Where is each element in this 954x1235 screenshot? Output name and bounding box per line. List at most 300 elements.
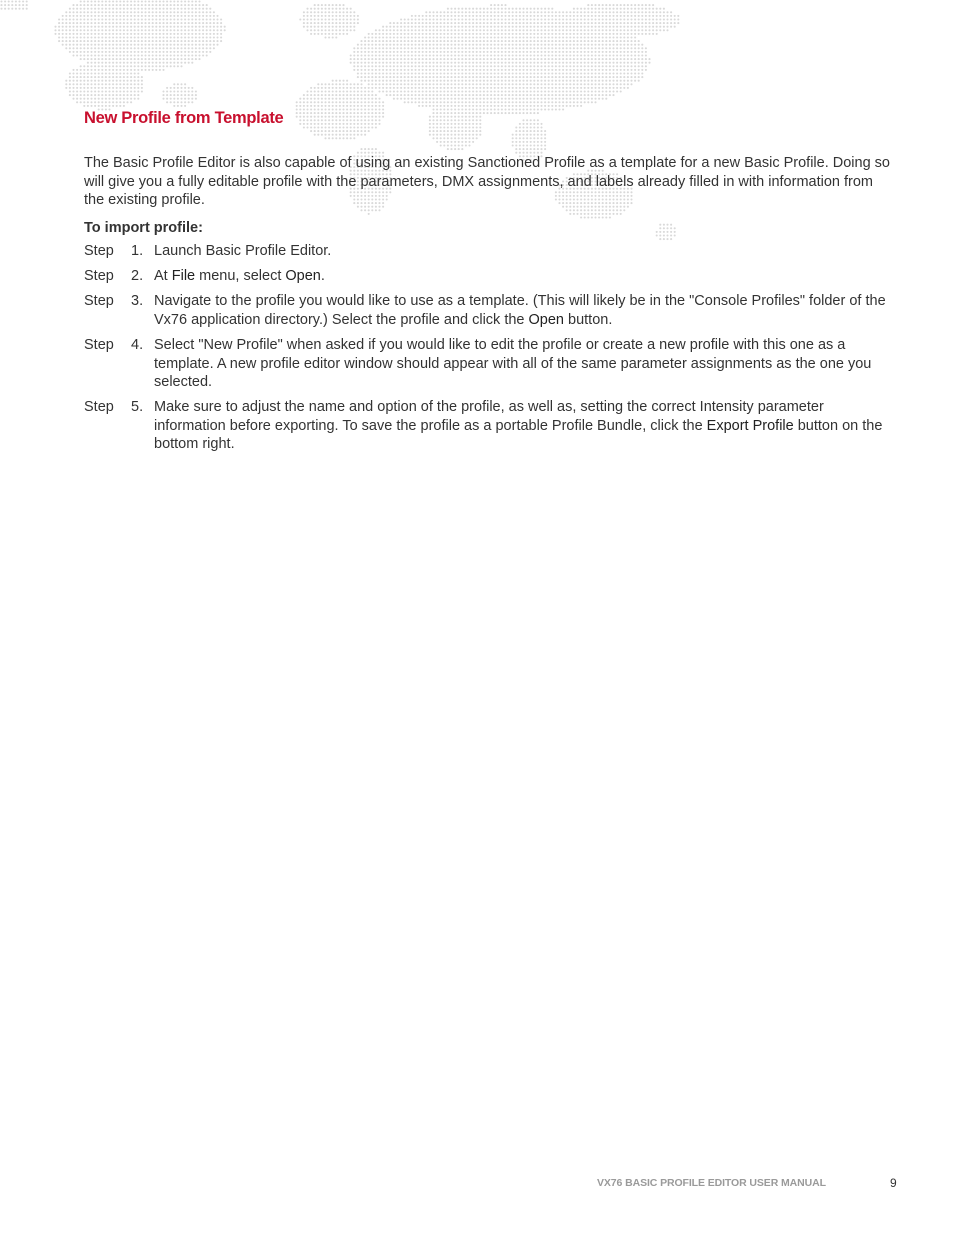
map-dot	[364, 94, 366, 96]
map-dot	[548, 98, 550, 100]
map-dot	[476, 72, 478, 74]
map-dot	[396, 47, 398, 49]
map-dot	[526, 29, 528, 31]
map-dot	[461, 29, 463, 31]
map-dot	[130, 94, 132, 96]
map-dot	[429, 94, 431, 96]
map-dot	[476, 62, 478, 64]
map-dot	[202, 47, 204, 49]
map-dot	[422, 83, 424, 85]
map-dot	[620, 44, 622, 46]
map-dot	[166, 65, 168, 67]
map-dot	[371, 54, 373, 56]
map-dot	[202, 54, 204, 56]
map-dot	[576, 51, 578, 53]
map-dot	[90, 54, 92, 56]
map-dot	[634, 36, 636, 38]
map-dot	[440, 94, 442, 96]
map-dot	[123, 69, 125, 71]
map-dot	[94, 94, 96, 96]
map-dot	[411, 15, 413, 17]
map-dot	[468, 26, 470, 28]
map-dot	[537, 87, 539, 89]
map-dot	[627, 44, 629, 46]
map-dot	[486, 90, 488, 92]
map-dot	[206, 26, 208, 28]
map-dot	[198, 44, 200, 46]
map-dot	[422, 76, 424, 78]
map-dot	[468, 36, 470, 38]
map-dot	[418, 80, 420, 82]
map-dot	[144, 4, 146, 6]
map-dot	[443, 90, 445, 92]
map-dot	[166, 26, 168, 28]
map-dot	[119, 4, 121, 6]
map-dot	[98, 69, 100, 71]
map-dot	[137, 40, 139, 42]
map-dot	[440, 69, 442, 71]
map-dot	[98, 29, 100, 31]
map-dot	[458, 29, 460, 31]
map-dot	[425, 40, 427, 42]
map-dot	[321, 15, 323, 17]
map-dot	[173, 83, 175, 85]
map-dot	[83, 83, 85, 85]
map-dot	[141, 26, 143, 28]
map-dot	[76, 80, 78, 82]
map-dot	[101, 87, 103, 89]
map-dot	[461, 87, 463, 89]
map-dot	[188, 0, 190, 2]
map-dot	[569, 83, 571, 85]
map-dot	[371, 87, 373, 89]
map-dot	[537, 8, 539, 10]
map-dot	[458, 18, 460, 20]
map-dot	[332, 15, 334, 17]
map-dot	[116, 18, 118, 20]
map-dot	[375, 76, 377, 78]
map-dot	[213, 18, 215, 20]
map-dot	[666, 11, 668, 13]
map-dot	[112, 65, 114, 67]
map-dot	[616, 22, 618, 24]
map-dot	[130, 15, 132, 17]
map-dot	[458, 51, 460, 53]
map-dot	[65, 33, 67, 35]
map-dot	[530, 47, 532, 49]
map-dot	[447, 47, 449, 49]
map-dot	[501, 26, 503, 28]
map-dot	[404, 26, 406, 28]
map-dot	[123, 101, 125, 103]
map-dot	[627, 62, 629, 64]
map-dot	[425, 80, 427, 82]
map-dot	[350, 98, 352, 100]
map-dot	[508, 40, 510, 42]
map-dot	[530, 22, 532, 24]
map-dot	[166, 22, 168, 24]
map-dot	[645, 51, 647, 53]
map-dot	[418, 72, 420, 74]
map-dot	[630, 76, 632, 78]
map-dot	[83, 87, 85, 89]
map-dot	[551, 44, 553, 46]
map-dot	[472, 11, 474, 13]
map-dot	[555, 22, 557, 24]
map-dot	[389, 58, 391, 60]
map-dot	[116, 44, 118, 46]
map-dot	[602, 58, 604, 60]
map-dot	[602, 15, 604, 17]
map-dot	[623, 62, 625, 64]
map-dot	[108, 29, 110, 31]
map-dot	[314, 15, 316, 17]
map-dot	[540, 11, 542, 13]
map-dot	[587, 54, 589, 56]
map-dot	[533, 36, 535, 38]
map-dot	[188, 44, 190, 46]
map-dot	[616, 62, 618, 64]
map-dot	[526, 22, 528, 24]
map-dot	[198, 29, 200, 31]
map-dot	[80, 15, 82, 17]
map-dot	[508, 29, 510, 31]
map-dot	[386, 80, 388, 82]
map-dot	[342, 26, 344, 28]
map-dot	[526, 47, 528, 49]
map-dot	[454, 36, 456, 38]
map-dot	[90, 90, 92, 92]
map-dot	[461, 40, 463, 42]
map-dot	[393, 47, 395, 49]
map-dot	[580, 65, 582, 67]
map-dot	[551, 101, 553, 103]
map-dot	[450, 47, 452, 49]
map-dot	[490, 47, 492, 49]
map-dot	[548, 54, 550, 56]
map-dot	[486, 11, 488, 13]
map-dot	[584, 8, 586, 10]
map-dot	[130, 72, 132, 74]
map-dot	[346, 8, 348, 10]
map-dot	[69, 87, 71, 89]
map-dot	[76, 54, 78, 56]
map-dot	[141, 44, 143, 46]
map-dot	[65, 44, 67, 46]
map-dot	[94, 4, 96, 6]
map-dot	[418, 83, 420, 85]
map-dot	[108, 18, 110, 20]
map-dot	[144, 33, 146, 35]
map-dot	[504, 8, 506, 10]
map-dot	[371, 40, 373, 42]
map-dot	[94, 54, 96, 56]
map-dot	[108, 33, 110, 35]
map-dot	[404, 76, 406, 78]
map-dot	[195, 58, 197, 60]
map-dot	[566, 33, 568, 35]
map-dot	[155, 26, 157, 28]
map-dot	[310, 11, 312, 13]
map-dot	[627, 22, 629, 24]
map-dot	[184, 8, 186, 10]
map-dot	[105, 4, 107, 6]
map-dot	[148, 62, 150, 64]
map-dot	[389, 72, 391, 74]
map-dot	[566, 87, 568, 89]
map-dot	[591, 62, 593, 64]
map-dot	[166, 44, 168, 46]
map-dot	[555, 80, 557, 82]
map-dot	[562, 101, 564, 103]
map-dot	[555, 72, 557, 74]
map-dot	[641, 47, 643, 49]
map-dot	[386, 36, 388, 38]
map-dot	[162, 90, 164, 92]
map-dot	[393, 54, 395, 56]
map-dot	[558, 36, 560, 38]
map-dot	[83, 44, 85, 46]
map-dot	[638, 65, 640, 67]
map-dot	[386, 69, 388, 71]
map-dot	[400, 58, 402, 60]
map-dot	[598, 29, 600, 31]
map-dot	[339, 18, 341, 20]
map-dot	[69, 94, 71, 96]
map-dot	[357, 76, 359, 78]
map-dot	[353, 94, 355, 96]
map-dot	[602, 83, 604, 85]
map-dot	[648, 8, 650, 10]
map-dot	[180, 15, 182, 17]
map-dot	[663, 18, 665, 20]
map-dot	[72, 94, 74, 96]
map-dot	[522, 8, 524, 10]
map-dot	[80, 80, 82, 82]
map-dot	[494, 87, 496, 89]
map-dot	[393, 62, 395, 64]
map-dot	[368, 40, 370, 42]
map-dot	[533, 69, 535, 71]
map-dot	[432, 54, 434, 56]
map-dot	[350, 101, 352, 103]
map-dot	[105, 62, 107, 64]
map-dot	[476, 69, 478, 71]
map-dot	[177, 44, 179, 46]
map-dot	[612, 15, 614, 17]
map-dot	[638, 51, 640, 53]
map-dot	[587, 62, 589, 64]
map-dot	[116, 72, 118, 74]
map-dot	[645, 22, 647, 24]
map-dot	[573, 36, 575, 38]
map-dot	[58, 29, 60, 31]
map-dot	[623, 51, 625, 53]
map-dot	[375, 47, 377, 49]
map-dot	[504, 83, 506, 85]
map-dot	[360, 90, 362, 92]
map-dot	[576, 40, 578, 42]
map-dot	[447, 76, 449, 78]
map-dot	[483, 69, 485, 71]
map-dot	[80, 47, 82, 49]
map-dot	[69, 47, 71, 49]
map-dot	[548, 33, 550, 35]
map-dot	[486, 87, 488, 89]
map-dot	[198, 8, 200, 10]
map-dot	[522, 72, 524, 74]
map-dot	[357, 44, 359, 46]
map-dot	[400, 47, 402, 49]
map-dot	[324, 83, 326, 85]
map-dot	[609, 33, 611, 35]
map-dot	[497, 62, 499, 64]
map-dot	[418, 26, 420, 28]
map-dot	[515, 69, 517, 71]
map-dot	[191, 98, 193, 100]
map-dot	[479, 8, 481, 10]
map-dot	[152, 62, 154, 64]
map-dot	[72, 40, 74, 42]
map-dot	[123, 36, 125, 38]
map-dot	[134, 44, 136, 46]
map-dot	[490, 72, 492, 74]
map-dot	[591, 26, 593, 28]
map-dot	[508, 72, 510, 74]
map-dot	[134, 54, 136, 56]
map-dot	[144, 18, 146, 20]
map-dot	[512, 90, 514, 92]
map-dot	[598, 62, 600, 64]
map-dot	[137, 72, 139, 74]
map-dot	[69, 51, 71, 53]
map-dot	[177, 62, 179, 64]
map-dot	[443, 18, 445, 20]
map-dot	[162, 54, 164, 56]
map-dot	[634, 40, 636, 42]
map-dot	[515, 94, 517, 96]
map-dot	[8, 4, 10, 6]
map-dot	[450, 90, 452, 92]
map-dot	[378, 83, 380, 85]
map-dot	[627, 11, 629, 13]
map-dot	[404, 65, 406, 67]
map-dot	[663, 15, 665, 17]
map-dot	[436, 65, 438, 67]
map-dot	[90, 101, 92, 103]
map-dot	[558, 90, 560, 92]
map-dot	[612, 54, 614, 56]
map-dot	[537, 47, 539, 49]
map-dot	[666, 18, 668, 20]
map-dot	[4, 0, 6, 2]
map-dot	[501, 58, 503, 60]
map-dot	[101, 11, 103, 13]
map-dot	[119, 22, 121, 24]
map-dot	[587, 51, 589, 53]
map-dot	[76, 8, 78, 10]
map-dot	[90, 72, 92, 74]
map-dot	[623, 8, 625, 10]
map-dot	[627, 58, 629, 60]
map-dot	[396, 54, 398, 56]
map-dot	[648, 58, 650, 60]
map-dot	[425, 26, 427, 28]
map-dot	[101, 15, 103, 17]
map-dot	[213, 29, 215, 31]
map-dot	[94, 65, 96, 67]
map-dot	[180, 51, 182, 53]
map-dot	[94, 98, 96, 100]
map-dot	[371, 80, 373, 82]
map-dot	[440, 40, 442, 42]
map-dot	[162, 26, 164, 28]
map-dot	[508, 65, 510, 67]
map-dot	[630, 72, 632, 74]
map-dot	[584, 69, 586, 71]
map-dot	[591, 8, 593, 10]
map-dot	[137, 36, 139, 38]
map-dot	[612, 18, 614, 20]
map-dot	[335, 90, 337, 92]
map-dot	[116, 62, 118, 64]
map-dot	[429, 83, 431, 85]
map-dot	[450, 8, 452, 10]
map-dot	[630, 11, 632, 13]
map-dot	[432, 62, 434, 64]
map-dot	[641, 11, 643, 13]
map-dot	[400, 54, 402, 56]
step-label: Step	[84, 293, 114, 310]
map-dot	[515, 29, 517, 31]
map-dot	[616, 18, 618, 20]
map-dot	[173, 22, 175, 24]
map-dot	[62, 33, 64, 35]
map-dot	[674, 18, 676, 20]
map-dot	[512, 98, 514, 100]
step-text: At	[154, 268, 172, 285]
map-dot	[519, 11, 521, 13]
map-dot	[580, 47, 582, 49]
map-dot	[166, 11, 168, 13]
map-dot	[594, 54, 596, 56]
map-dot	[184, 101, 186, 103]
map-dot	[519, 40, 521, 42]
map-dot	[195, 26, 197, 28]
map-dot	[184, 26, 186, 28]
map-dot	[407, 58, 409, 60]
map-dot	[126, 11, 128, 13]
map-dot	[177, 54, 179, 56]
map-dot	[530, 51, 532, 53]
map-dot	[530, 40, 532, 42]
map-dot	[414, 22, 416, 24]
map-dot	[522, 47, 524, 49]
map-dot	[357, 22, 359, 24]
map-dot	[90, 51, 92, 53]
map-dot	[87, 69, 89, 71]
map-dot	[364, 72, 366, 74]
map-dot	[134, 76, 136, 78]
map-dot	[148, 22, 150, 24]
map-dot	[530, 94, 532, 96]
map-dot	[501, 76, 503, 78]
map-dot	[436, 15, 438, 17]
map-dot	[576, 36, 578, 38]
map-dot	[584, 62, 586, 64]
map-dot	[501, 94, 503, 96]
map-dot	[562, 18, 564, 20]
